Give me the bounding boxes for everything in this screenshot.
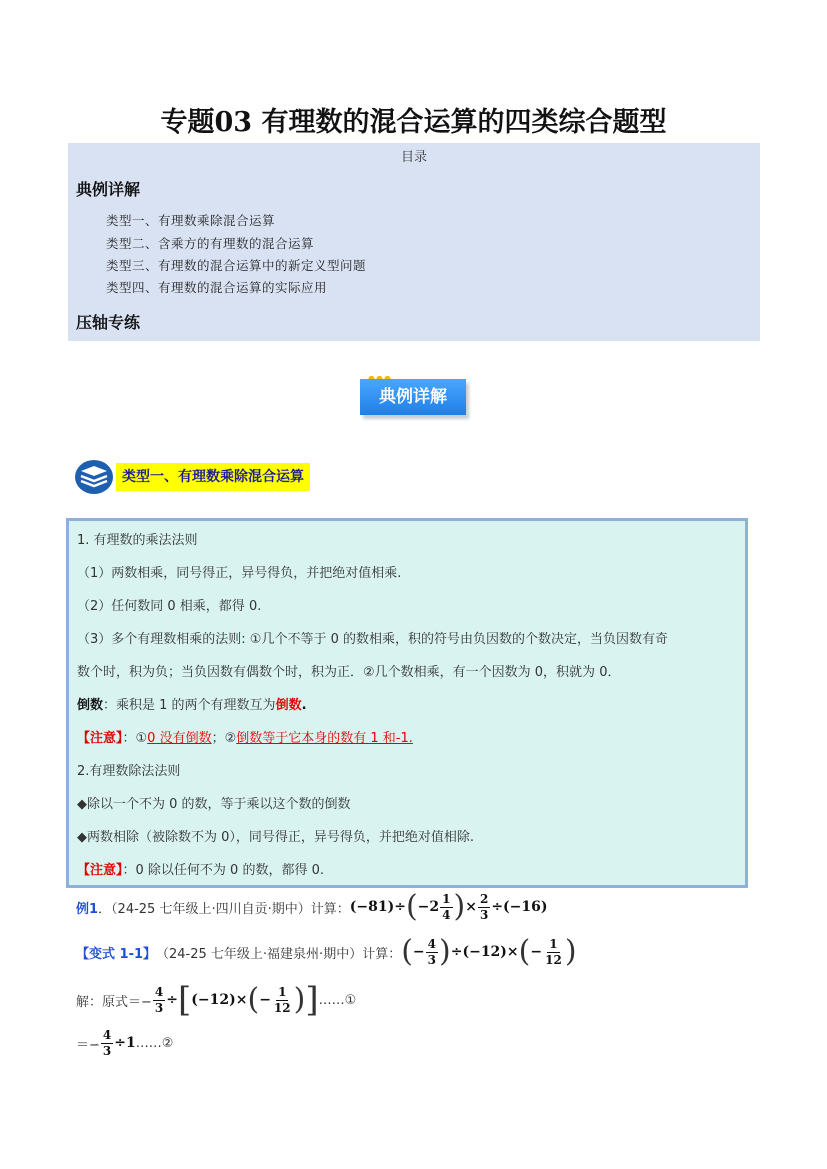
left-paren: ( <box>401 934 413 969</box>
line2-prefix: ＝− <box>76 1037 100 1053</box>
example-1 <box>76 889 548 925</box>
expr-part: ÷(−12)× <box>450 944 519 960</box>
solution-line-2 <box>76 1025 173 1061</box>
note-text: ；② <box>211 731 237 746</box>
left-paren: ( <box>247 982 260 1017</box>
numerator: 1 <box>549 936 558 951</box>
type-heading-label: 类型一、有理数乘除混合运算 <box>116 463 310 491</box>
denominator: 3 <box>102 1043 112 1058</box>
example-source: ．（24-25 七年级上·四川自贡·期中）计算： <box>98 901 350 917</box>
solution-prefix: 解：原式＝− <box>76 994 152 1010</box>
denominator: 3 <box>427 952 437 967</box>
rule-line: ◆除以一个不为 0 的数，等于乘以这个数的倒数 <box>77 797 351 812</box>
badge-label: 典例详解 <box>360 379 466 415</box>
reciprocal-text: ：乘积是 1 的两个有理数互为 <box>103 698 276 713</box>
fraction <box>440 892 452 923</box>
example-label: 例1 <box>76 901 99 917</box>
expr-part: ÷(−16) <box>491 899 548 915</box>
right-paren: ) <box>453 889 466 924</box>
numerator: 1 <box>442 891 451 906</box>
right-bracket: ] <box>305 980 319 1020</box>
section-badge <box>358 374 472 422</box>
fraction <box>153 985 165 1016</box>
note-text: ：① <box>122 731 148 746</box>
minus-sign: − <box>412 944 425 960</box>
note-line <box>77 859 324 878</box>
rule-multiplication-title: 1. 有理数的乘法法则 <box>77 533 198 548</box>
knowledge-box <box>66 518 748 888</box>
fraction <box>101 1028 113 1059</box>
variant-label: 【变式 1-1】 <box>76 946 157 962</box>
right-paren: ) <box>293 982 306 1017</box>
numerator: 4 <box>427 936 437 951</box>
period: . <box>301 698 307 713</box>
variant-1-1 <box>76 932 577 972</box>
fraction <box>543 937 564 968</box>
rule-line: 数个时，积为负；当负因数有偶数个时，积为正．②几个数相乘，有一个因数为 0，积就为 0． <box>77 665 621 680</box>
divide-sign: ÷ <box>166 992 178 1008</box>
toc-item-type3[interactable]: 类型三、有理数的混合运算中的新定义型问题 <box>106 258 367 273</box>
numerator: 4 <box>154 984 164 999</box>
note-highlight: 0 没有倒数 <box>147 731 212 746</box>
fraction <box>426 937 438 968</box>
toc-section-examples[interactable]: 典例详解 <box>76 180 141 199</box>
fraction <box>478 892 490 923</box>
left-bracket: [ <box>178 980 192 1020</box>
note-line <box>77 727 413 746</box>
left-paren: ( <box>518 934 531 969</box>
note-label: 【注意】 <box>77 731 123 746</box>
denominator: 3 <box>154 1000 164 1015</box>
numerator: 1 <box>278 984 287 999</box>
minus-sign: − <box>530 944 543 960</box>
note-text: ：0 除以任何不为 0 的数，都得 0. <box>122 863 324 878</box>
term-reciprocal-red: 倒数 <box>275 698 302 713</box>
toc-item-type2[interactable]: 类型二、含乘方的有理数的混合运算 <box>106 236 315 251</box>
minus-sign: − <box>259 992 271 1008</box>
left-paren: ( <box>405 889 418 924</box>
right-paren: ) <box>439 934 451 969</box>
rule-line: （2）任何数同 0 相乘，都得 0. <box>77 599 262 614</box>
note-highlight: 倒数等于它本身的数有 1 和-1. <box>236 731 413 746</box>
step-marker: ……② <box>135 1035 174 1051</box>
expr-part: (−12)× <box>191 992 248 1008</box>
table-of-contents <box>68 143 760 341</box>
step-marker: ……① <box>318 992 357 1008</box>
toc-item-type4[interactable]: 类型四、有理数的混合运算的实际应用 <box>106 280 328 295</box>
rule-line: ◆两数相除（被除数不为 0），同号得正，异号得负，并把绝对值相除. <box>77 830 475 845</box>
denominator: 4 <box>442 907 451 922</box>
toc-label: 目录 <box>400 150 427 165</box>
rule-division-title: 2.有理数除法法则 <box>77 764 181 779</box>
toc-section-practice[interactable]: 压轴专练 <box>76 313 141 332</box>
book-stack-icon <box>74 459 118 495</box>
numerator: 2 <box>479 891 489 906</box>
denominator: 12 <box>545 952 562 967</box>
note-label: 【注意】 <box>77 863 123 878</box>
right-paren: ) <box>564 934 577 969</box>
page-title: 专题03 有理数的混合运算的四类综合题型 <box>160 107 667 138</box>
expr-part: (−81)÷ <box>349 899 406 915</box>
variant-source: （24-25 七年级上·福建泉州·期中）计算： <box>156 946 402 962</box>
denominator: 12 <box>273 1000 291 1015</box>
numerator: 4 <box>102 1027 112 1042</box>
solution-line-1 <box>76 978 356 1022</box>
fraction <box>272 985 293 1016</box>
toc-item-type1[interactable]: 类型一、有理数乘除混合运算 <box>106 213 276 228</box>
rule-line: （1）两数相乘，同号得正，异号得负，并把绝对值相乘. <box>77 566 402 581</box>
expr-part: × <box>465 899 477 915</box>
expr-part: ÷1 <box>114 1035 136 1051</box>
term-reciprocal: 倒数 <box>77 698 104 713</box>
rule-line: （3）多个有理数相乘的法则: ①几个不等于 0 的数相乘，积的符号由负因数的个数决定，当负因数有奇 <box>77 632 668 647</box>
expr-part: −2 <box>417 899 440 915</box>
reciprocal-definition <box>77 694 307 713</box>
denominator: 3 <box>479 907 489 922</box>
